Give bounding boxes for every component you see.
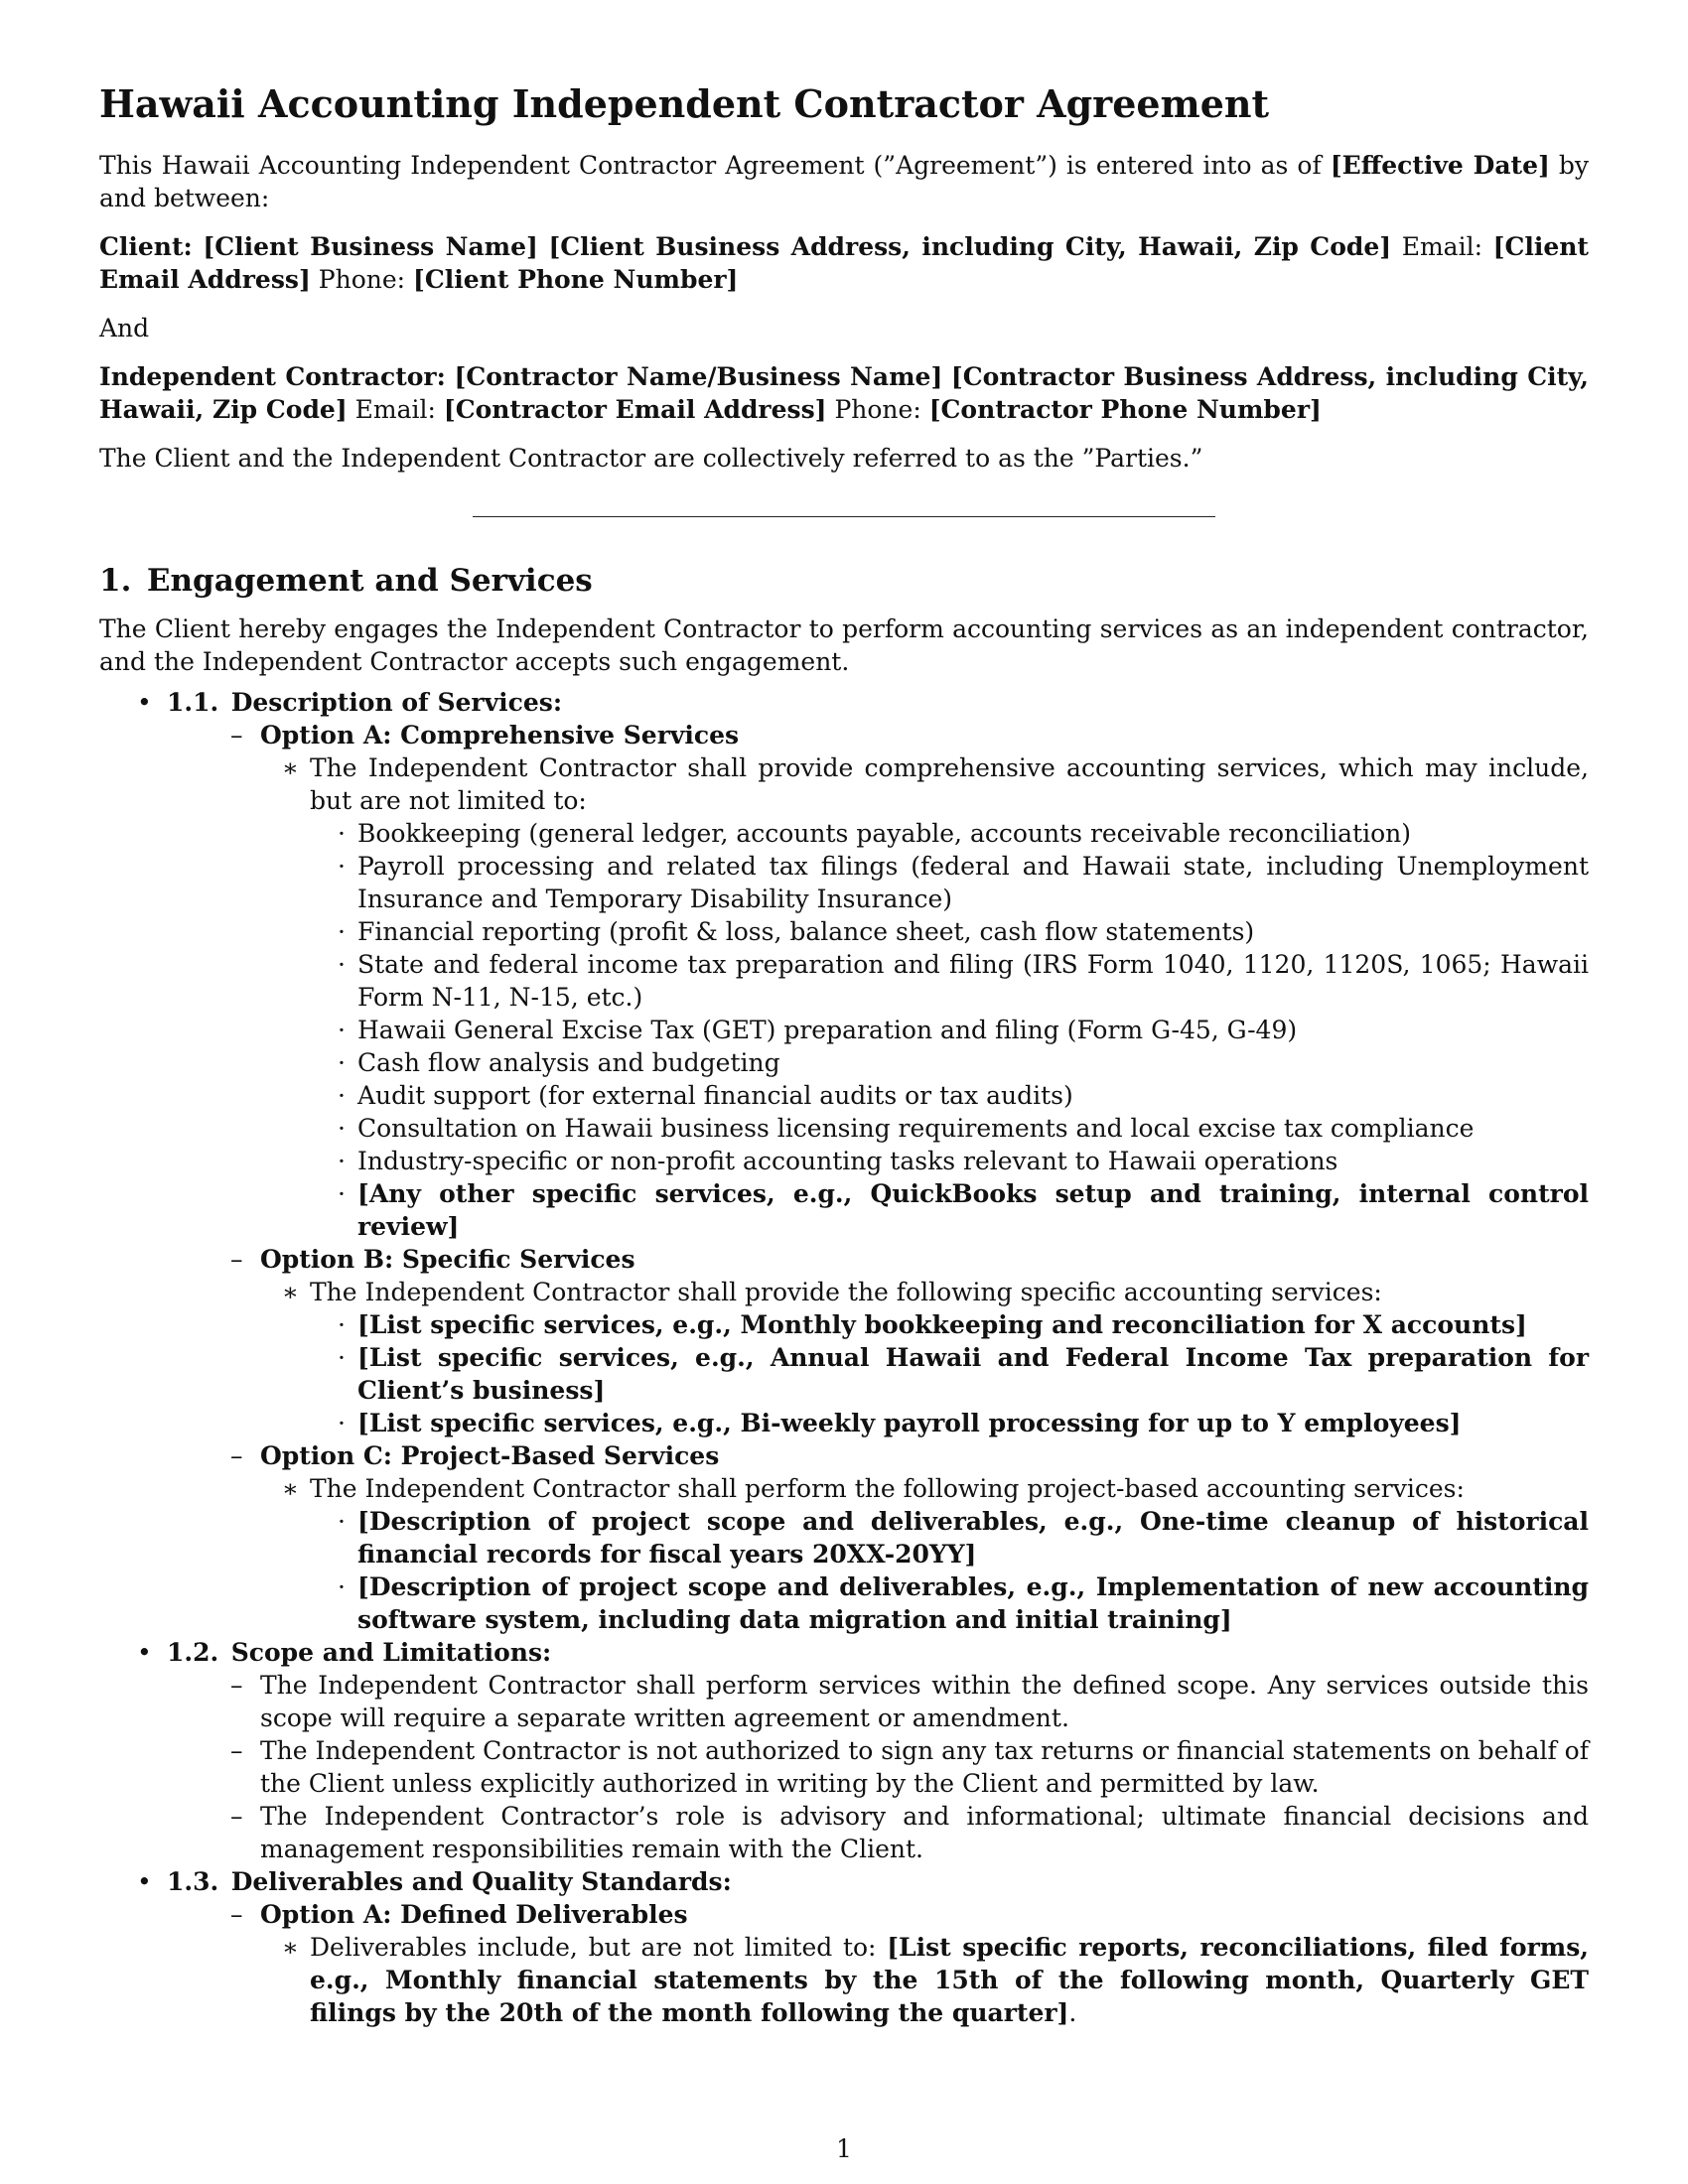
item-text: [List specific services, e.g., Annual Hawaii and Federal Income Tax preparation for Client’s business] — [357, 1343, 1589, 1405]
list-item-1-1 — [99, 686, 1589, 1636]
item-marker: · — [338, 1572, 346, 1601]
bullet-marker: • — [137, 1867, 152, 1896]
list-item — [99, 1046, 1589, 1079]
bullet-marker: • — [137, 1638, 152, 1667]
option-b-specific — [99, 1243, 1589, 1439]
client-block — [99, 230, 1589, 296]
item-text: Consultation on Hawaii business licensing requirements and local excise tax compliance — [357, 1114, 1475, 1143]
section-1-heading: 1. Engagement and Services — [99, 563, 593, 599]
item-text: Audit support (for external financial audits or tax audits) — [357, 1081, 1073, 1110]
item-marker: · — [338, 1310, 346, 1339]
item-marker: · — [338, 1343, 346, 1372]
item-marker: · — [338, 1081, 346, 1110]
client-phone: [Client Phone Number] — [413, 265, 739, 294]
item-text: State and federal income tax preparation and filing (IRS Form 1040, 1120, 1120S, 1065; Hawaii Form N-11, N-15, etc.) — [357, 950, 1589, 1012]
and-text: And — [99, 314, 150, 342]
list-item — [99, 1570, 1589, 1636]
option-c-items — [99, 1505, 1589, 1636]
deliverables-option-a — [99, 1898, 1589, 2029]
deliverables-post: . — [1068, 1998, 1077, 2027]
star-marker: ∗ — [282, 1933, 299, 1962]
list-item — [99, 1308, 1589, 1341]
client-phone-label: Phone: — [318, 265, 406, 294]
client-email-label: Email: — [1401, 232, 1482, 261]
item-text: The Independent Contractor is not authorized to sign any tax returns or financial statements on behalf of the Client unless explicitly authorized in writing by the Client and permitted by law. — [260, 1736, 1589, 1798]
option-b-text — [99, 1276, 1589, 1439]
item-marker: – — [230, 1671, 243, 1700]
list-item — [99, 817, 1589, 850]
item-text: The Independent Contractor’s role is advisory and informational; ultimate financial decisions and management responsibilities remain with the Client. — [260, 1802, 1589, 1863]
subsection-1-2-heading: 1.2. Scope and Limitations: — [167, 1638, 552, 1667]
item-text: Bookkeeping (general ledger, accounts payable, accounts receivable reconciliation) — [357, 819, 1411, 848]
list-item-1-3 — [99, 1865, 1589, 2029]
list-item — [99, 1112, 1589, 1145]
scope-limitations-items — [99, 1669, 1589, 1865]
intro-text-end: by and between: — [99, 151, 1590, 212]
section-1-intro: The Client hereby engages the Independent Contractor to perform accounting services as an independent contractor, and the Independent Contractor accepts such engagement. — [99, 614, 1589, 676]
option-c-heading: Option C: Project-Based Services — [260, 1441, 720, 1470]
item-text: Financial reporting (profit & loss, balance sheet, cash flow statements) — [357, 917, 1255, 946]
item-text: The Independent Contractor shall perform services within the defined scope. Any services outside this scope will require a separate written agreement or amendment. — [260, 1671, 1589, 1732]
deliverables-text — [99, 1931, 1589, 2029]
client-email: [Client Email Address] — [99, 232, 1589, 294]
star-marker: ∗ — [282, 1278, 299, 1306]
contractor-email-label: Email: — [354, 395, 436, 424]
horizontal-divider — [473, 516, 1215, 517]
list-item — [99, 1505, 1589, 1570]
contractor-address: [Contractor Business Address, including City, Hawaii, Zip Code] — [99, 362, 1589, 424]
list-item — [99, 1177, 1589, 1243]
contractor-phone-label: Phone: — [834, 395, 921, 424]
contractor-label: Independent Contractor: — [99, 362, 446, 391]
item-text: [Any other specific services, e.g., QuickBooks setup and training, internal control review] — [357, 1179, 1589, 1241]
deliverables-option-a-heading: Option A: Defined Deliverables — [260, 1900, 688, 1929]
item-marker: · — [338, 819, 346, 848]
parties-paragraph: The Client and the Independent Contractor are collectively referred to as the ”Parties.” — [99, 444, 1203, 473]
option-b-items — [99, 1308, 1589, 1439]
item-marker: · — [338, 917, 346, 946]
list-item — [99, 1079, 1589, 1112]
option-a-text — [99, 751, 1589, 1243]
list-item — [99, 1407, 1589, 1439]
section-1-list — [99, 686, 1589, 2029]
contractor-name: [Contractor Name/Business Name] — [454, 362, 943, 391]
option-a-comprehensive — [99, 719, 1589, 1243]
subsection-1-1-heading: 1.1. Description of Services: — [167, 688, 563, 717]
intro-paragraph — [99, 149, 1589, 214]
item-marker: · — [338, 1114, 346, 1143]
dash-marker: – — [230, 1441, 243, 1470]
item-marker: · — [338, 1409, 346, 1437]
list-item — [99, 1341, 1589, 1407]
option-c-text — [99, 1472, 1589, 1636]
dash-marker: – — [230, 721, 243, 750]
item-text: [Description of project scope and deliverables, e.g., Implementation of new accounting software system, including data migration and initial training] — [357, 1572, 1589, 1634]
list-item — [99, 1734, 1589, 1800]
contractor-block — [99, 360, 1589, 426]
list-item — [99, 1669, 1589, 1734]
document-page — [99, 81, 1589, 2029]
list-item — [99, 1014, 1589, 1046]
list-item — [99, 1800, 1589, 1865]
contractor-phone: [Contractor Phone Number] — [928, 395, 1322, 424]
client-name: [Client Business Name] — [203, 232, 538, 261]
deliverables-placeholder: [List specific reports, reconciliations, filed forms, e.g., Monthly financial statements by the 15th of the following month, Quarterly GET filings by the 20th of the month following the quarter] — [310, 1933, 1589, 2027]
item-text: [List specific services, e.g., Bi-weekly payroll processing for up to Y employees] — [357, 1409, 1462, 1437]
contractor-email: [Contractor Email Address] — [443, 395, 827, 424]
item-marker: · — [338, 852, 346, 881]
dash-marker: – — [230, 1245, 243, 1274]
option-b-heading: Option B: Specific Services — [260, 1245, 635, 1274]
item-text: Industry-specific or non-profit accounting tasks relevant to Hawaii operations — [357, 1147, 1338, 1175]
deliverables-pre: Deliverables include, but are not limited to: — [310, 1933, 888, 1962]
item-text: [Description of project scope and deliverables, e.g., One-time cleanup of historical financial records for fiscal years 20XX-20YY] — [357, 1507, 1589, 1569]
item-marker: – — [230, 1736, 243, 1765]
document-title: Hawaii Accounting Independent Contractor Agreement — [99, 81, 1270, 126]
item-marker: · — [338, 1048, 346, 1077]
star-marker: ∗ — [282, 753, 299, 782]
option-a-description: The Independent Contractor shall provide comprehensive accounting services, which may include, but are not limited to: — [310, 753, 1589, 815]
subsection-1-3-heading: 1.3. Deliverables and Quality Standards: — [167, 1867, 732, 1896]
option-c-description: The Independent Contractor shall perform the following project-based accounting services: — [310, 1474, 1465, 1503]
item-marker: · — [338, 1507, 346, 1536]
star-marker: ∗ — [282, 1474, 299, 1503]
item-text: Payroll processing and related tax filings (federal and Hawaii state, including Unemployment Insurance and Temporary Disability Insurance) — [357, 852, 1589, 913]
option-c-project — [99, 1439, 1589, 1636]
item-marker: · — [338, 1179, 346, 1208]
page-number: 1 — [836, 2134, 852, 2163]
client-label: Client: — [99, 232, 193, 261]
list-item-1-2 — [99, 1636, 1589, 1865]
item-marker: · — [338, 1147, 346, 1175]
dash-marker: – — [230, 1900, 243, 1929]
item-marker: · — [338, 950, 346, 979]
client-address: [Client Business Address, including City, Hawaii, Zip Code] — [548, 232, 1392, 261]
option-a-items — [99, 817, 1589, 1243]
option-b-description: The Independent Contractor shall provide the following specific accounting services: — [310, 1278, 1382, 1306]
list-item — [99, 948, 1589, 1014]
item-text: Cash flow analysis and budgeting — [357, 1048, 780, 1077]
list-item — [99, 915, 1589, 948]
effective-date-placeholder: [Effective Date] — [1330, 151, 1550, 180]
item-marker: – — [230, 1802, 243, 1831]
list-item — [99, 1145, 1589, 1177]
item-text: [List specific services, e.g., Monthly bookkeeping and reconciliation for X accounts] — [357, 1310, 1527, 1339]
bullet-marker: • — [137, 688, 152, 717]
list-item — [99, 850, 1589, 915]
option-a-heading: Option A: Comprehensive Services — [260, 721, 740, 750]
item-marker: · — [338, 1016, 346, 1044]
item-text: Hawaii General Excise Tax (GET) preparation and filing (Form G-45, G-49) — [357, 1016, 1298, 1044]
intro-text: This Hawaii Accounting Independent Contractor Agreement (”Agreement”) is entered into as of — [99, 151, 1331, 180]
